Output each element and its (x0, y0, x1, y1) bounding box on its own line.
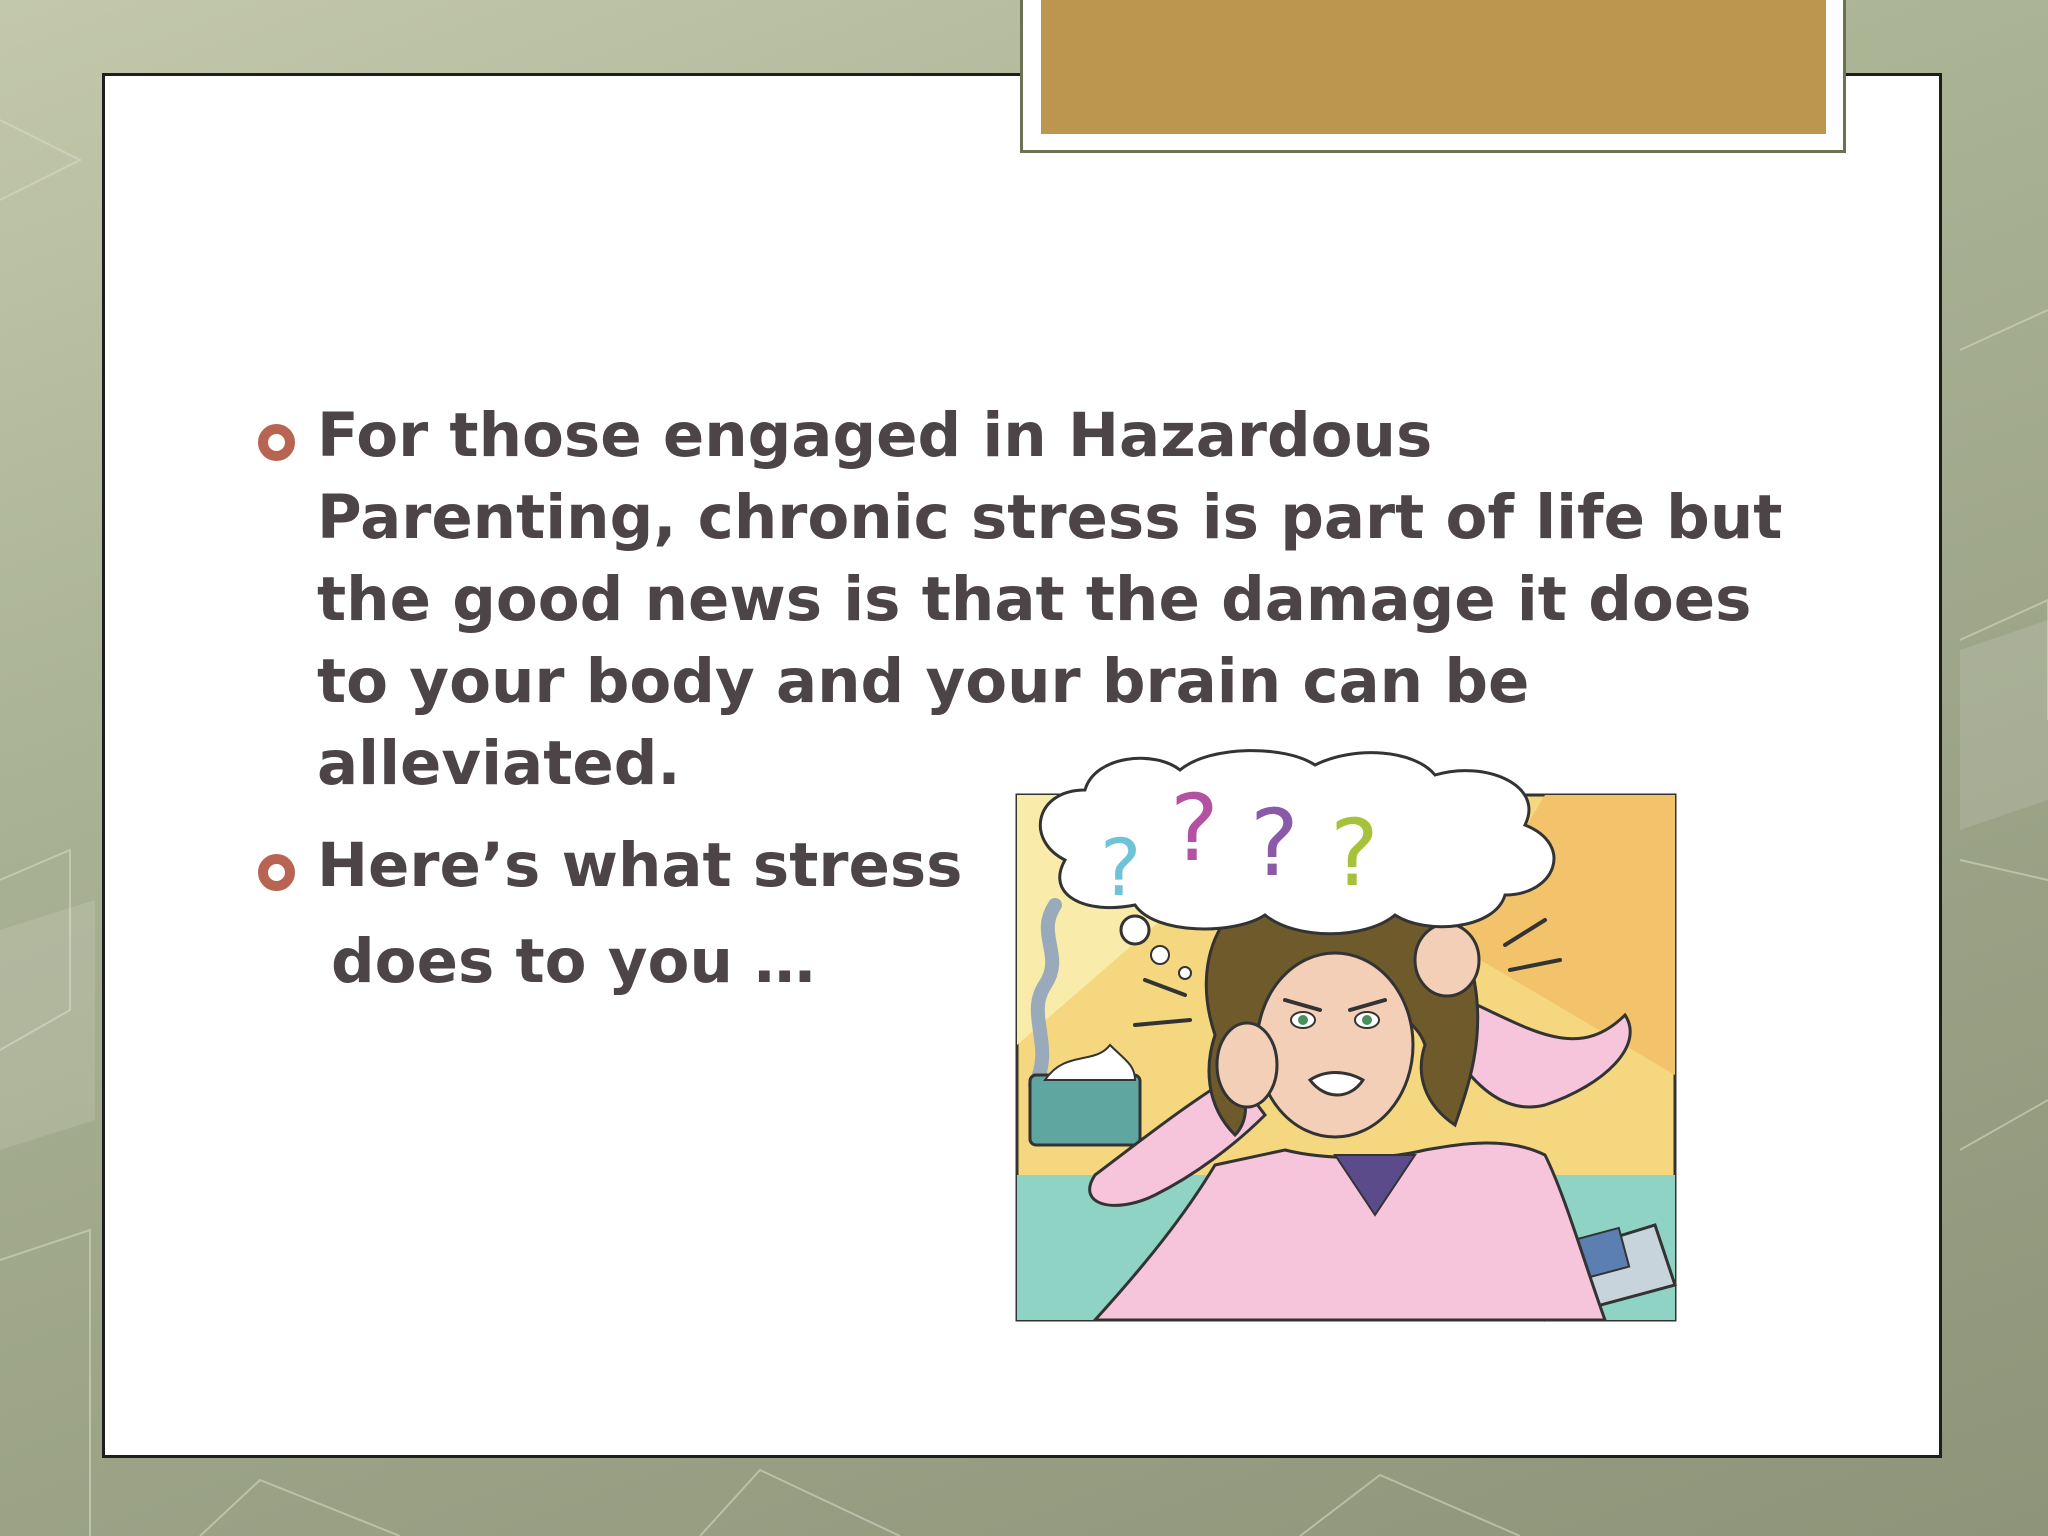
bullet-text-line: Here’s what stress (317, 830, 963, 901)
bullet-circle-icon (258, 424, 295, 461)
bullet-text-line: Parenting, chronic stress is part of life but (317, 482, 1783, 553)
bullet-text-line: the good news is that the damage it does (317, 564, 1752, 635)
stressed-woman-illustration (985, 745, 1705, 1330)
title-tab (1041, 0, 1826, 134)
bullet-circle-icon (258, 854, 295, 891)
question-mark-text: ? (1100, 824, 1142, 914)
question-mark-text: ? (1330, 800, 1379, 907)
bullet-continuation-text: does to you … (331, 926, 816, 997)
bullet-text-line: For those engaged in Hazardous (317, 400, 1433, 471)
question-mark-text: ? (1170, 775, 1219, 882)
bullet-item-hazardous-parenting (255, 395, 1783, 805)
bullet-text-line: alleviated. (317, 728, 681, 799)
bullet-text-line: to your body and your brain can be (317, 646, 1530, 717)
question-mark-text: ? (1250, 790, 1299, 897)
